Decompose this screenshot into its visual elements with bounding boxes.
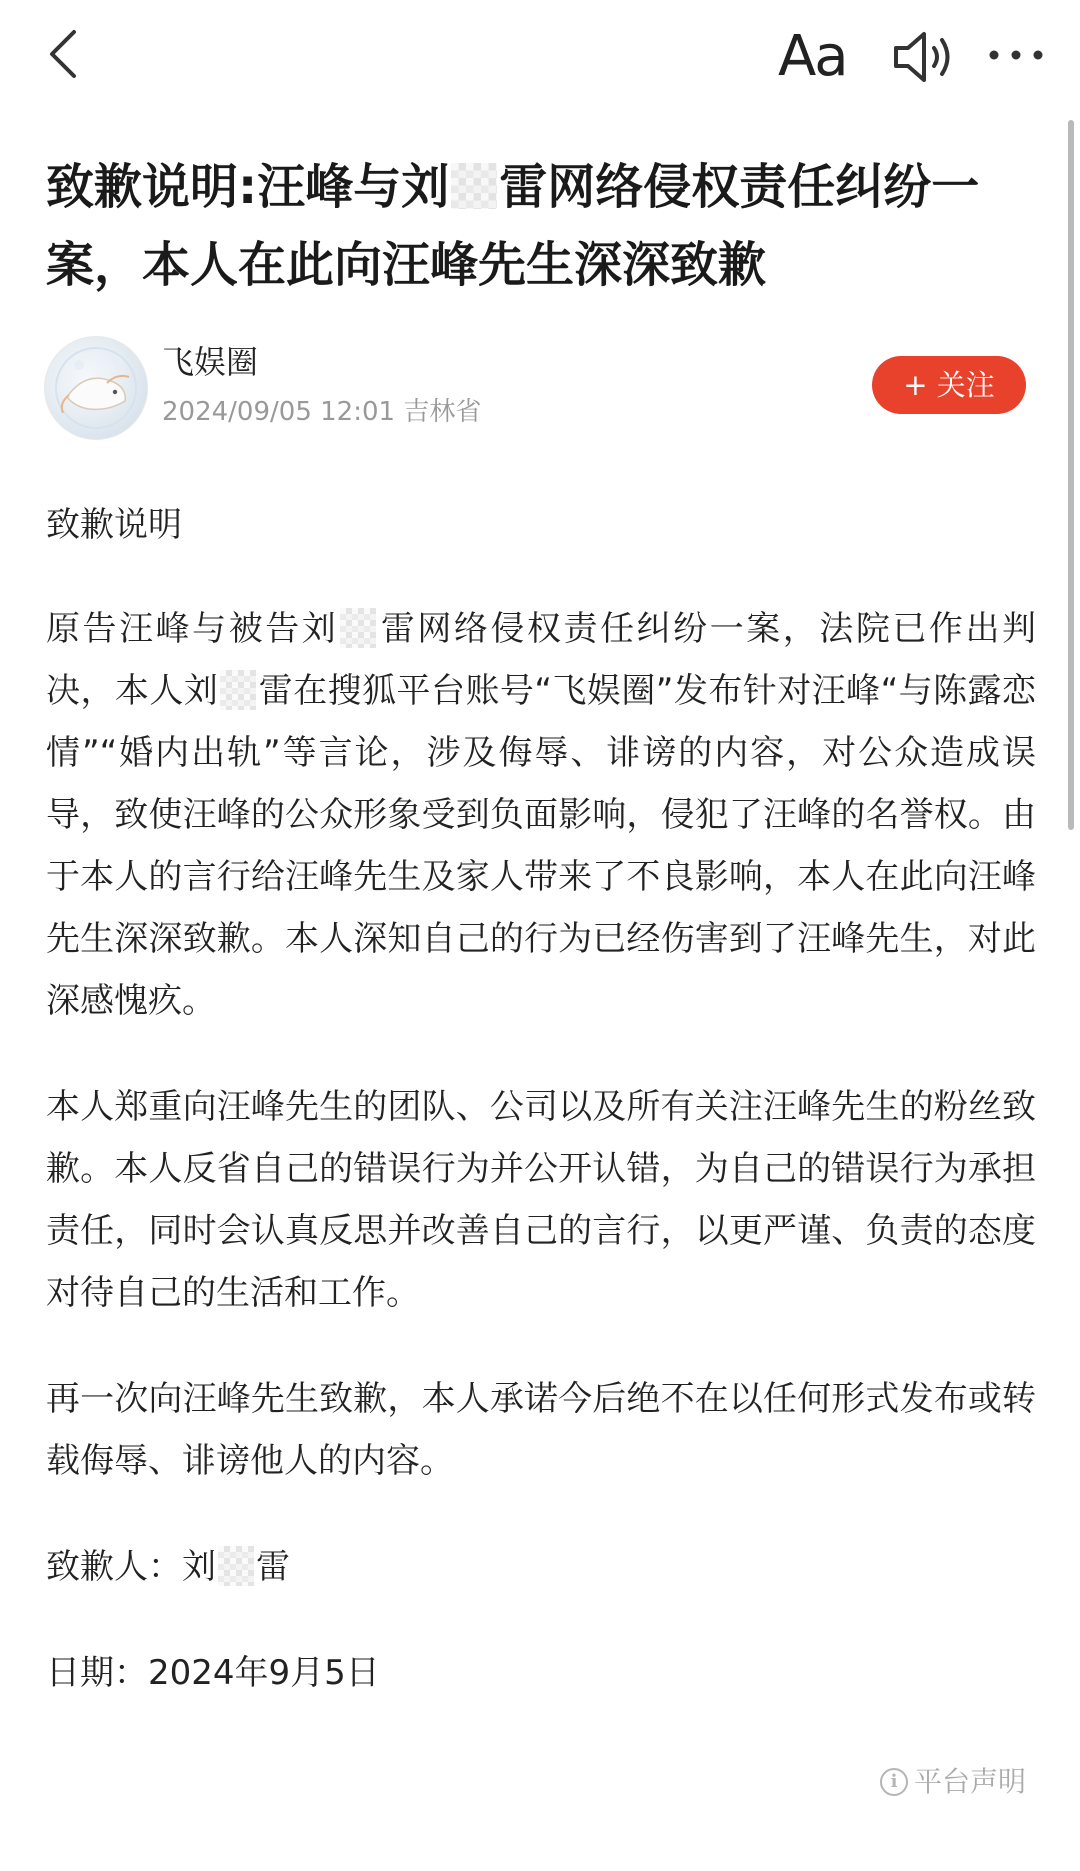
platform-notice-label: 平台声明 [913, 1765, 1026, 1798]
date-line: 日期：2024年9月5日 [46, 1653, 380, 1693]
article-body [46, 494, 1036, 1748]
font-size-button[interactable]: Aa [778, 24, 847, 89]
article-title [46, 148, 1036, 304]
paragraph-text: 原告汪峰与被告刘 [46, 609, 339, 649]
info-icon: i [880, 1768, 908, 1796]
title-text-end: 雷网络侵权责任纠纷一案，本人在此向汪峰先生深深致歉 [46, 159, 980, 293]
signer-label: 致歉人：刘 [46, 1547, 216, 1587]
avatar[interactable] [44, 336, 148, 440]
platform-notice-link[interactable] [880, 1762, 1026, 1802]
back-chevron-icon[interactable] [44, 26, 84, 82]
article-paragraph-1 [46, 598, 1036, 1032]
title-text-start: 致歉说明:汪峰与刘 [46, 159, 450, 215]
follow-button[interactable]: + 关注 [872, 356, 1026, 414]
author-name[interactable]: 飞娱圈 [162, 343, 259, 381]
signer-line [46, 1536, 1036, 1598]
speaker-icon[interactable] [890, 28, 960, 86]
article-paragraph-3: 再一次向汪峰先生致歉，本人承诺今后绝不在以任何形式发布或转载侮辱、诽谤他人的内容。 [46, 1379, 1036, 1481]
article-paragraph-2: 本人郑重向汪峰先生的团队、公司以及所有关注汪峰先生的粉丝致歉。本人反省自己的错误行为并公开认错，为自己的错误行为承担责任，同时会认真反思并改善自己的言行，以更严谨、负责的态度对待自己的生活和工作。 [46, 1087, 1036, 1313]
mosaic-redaction [220, 670, 256, 710]
top-bar [0, 0, 1080, 110]
publish-location: 吉林省 [403, 397, 482, 427]
signer-name-tail: 雷 [256, 1547, 290, 1587]
mosaic-redaction [218, 1546, 254, 1586]
mosaic-redaction [340, 608, 376, 648]
publish-datetime: 2024/09/05 12:01 [162, 397, 396, 427]
more-dots-icon[interactable] [986, 40, 1046, 70]
mosaic-redaction [451, 163, 497, 209]
paragraph-text: 雷在搜狐平台账号“飞娱圈”发布针对汪峰“与陈露恋情”“婚内出轨”等言论，涉及侮辱、诽谤的内容，对公众造成误导，致使汪峰的公众形象受到负面影响，侵犯了汪峰的名誉权。由于本人的言行给汪峰先生及家人带来了不良影响，本人在此向汪峰先生深深致歉。本人深知自己的行为已经伤害到了汪峰先生，对此深感愧疚。 [46, 671, 1037, 1021]
paragraph-text: 雷网络侵权责任纠纷一案，法院已作出判决，本人刘 [46, 609, 1037, 711]
article-heading: 致歉说明 [46, 505, 182, 545]
author-meta [162, 394, 481, 430]
scrollbar[interactable] [1068, 120, 1074, 830]
